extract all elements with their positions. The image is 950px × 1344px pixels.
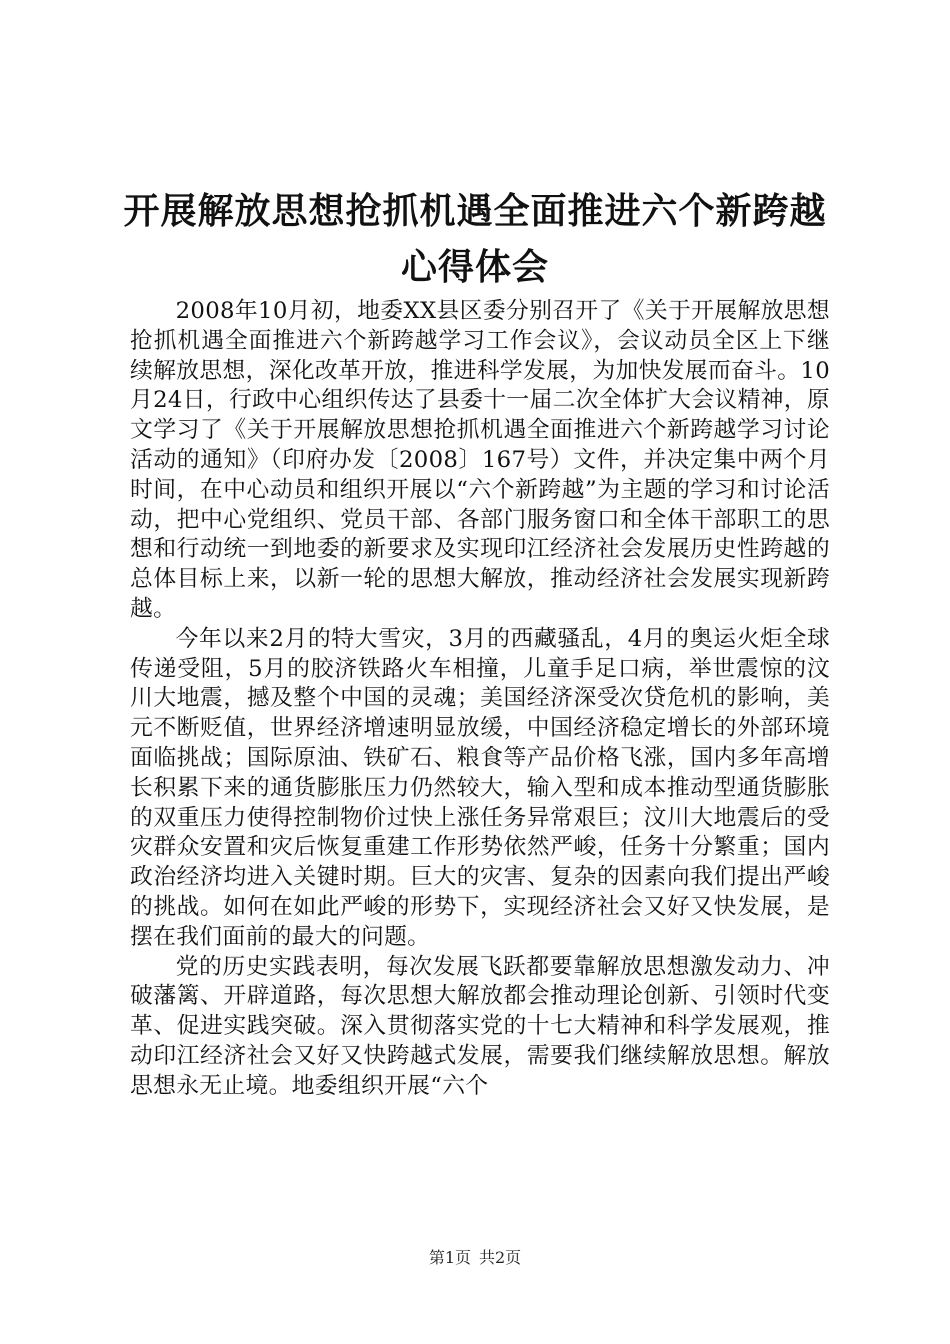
- paragraph-2: 今年以来2月的特大雪灾，3月的西藏骚乱，4月的奥运火炬全球传递受阻，5月的胶济铁路火车相撞，儿童手足口病，举世震惊的汶川大地震，撼及整个中国的灵魂；美国经济深受次贷危机的影响，美元不断贬值，世界经济增速明显放缓，中国经济稳定增长的外部环境面临挑战；国际原油、铁矿石、粮食等产品价格飞涨，国内多年高增长积累下来的通货膨胀压力仍然较大，输入型和成本推动型通货膨胀的双重压力使得控制物价过快上涨任务异常艰巨；汶川大地震后的受灾群众安置和灾后恢复重建工作形势依然严峻，任务十分繁重；国内政治经济均进入关键时期。巨大的灾害、复杂的因素向我们提出严峻的挑战。如何在如此严峻的形势下，实现经济社会又好又快发展，是摆在我们面前的最大的问题。: [130, 625, 830, 950]
- page-footer: [0, 1248, 950, 1268]
- page-number-total: 共2页: [479, 1248, 522, 1267]
- paragraph-1: 2008年10月初，地委XX县区委分别召开了《关于开展解放思想抢抓机遇全面推进六个新跨越学习工作会议》，会议动员全区上下继续解放思想，深化改革开放，推进科学发展，为加快发展而奋斗。10月24日，行政中心组织传达了县委十一届二次全体扩大会议精神，原文学习了《关于开展解放思想抢抓机遇全面推进六个新跨越学习讨论活动的通知》（印府办发〔2008〕167号）文件，并决定集中两个月时间，在中心动员和组织开展以“六个新跨越”为主题的学习和讨论活动，把中心党组织、党员干部、各部门服务窗口和全体干部职工的思想和行动统一到地委的新要求及实现印江经济社会发展历史性跨越的总体目标上来，以新一轮的思想大解放，推动经济社会发展实现新跨越。: [130, 298, 830, 622]
- page-number-current: 第1页: [428, 1248, 471, 1267]
- document-title: 开展解放思想抢抓机遇全面推进六个新跨越心得体会: [123, 191, 827, 288]
- document-body: [130, 297, 830, 1102]
- paragraph-3: 党的历史实践表明，每次发展飞跃都要靠解放思想激发动力、冲破藩篱、开辟道路，每次思想大解放都会推动理论创新、引领时代变革、促进实践突破。深入贯彻落实党的十七大精神和科学发展观，推动印江经济社会又好又快跨越式发展，需要我们继续解放思想。解放思想永无止境。地委组织开展“六个: [130, 953, 830, 1099]
